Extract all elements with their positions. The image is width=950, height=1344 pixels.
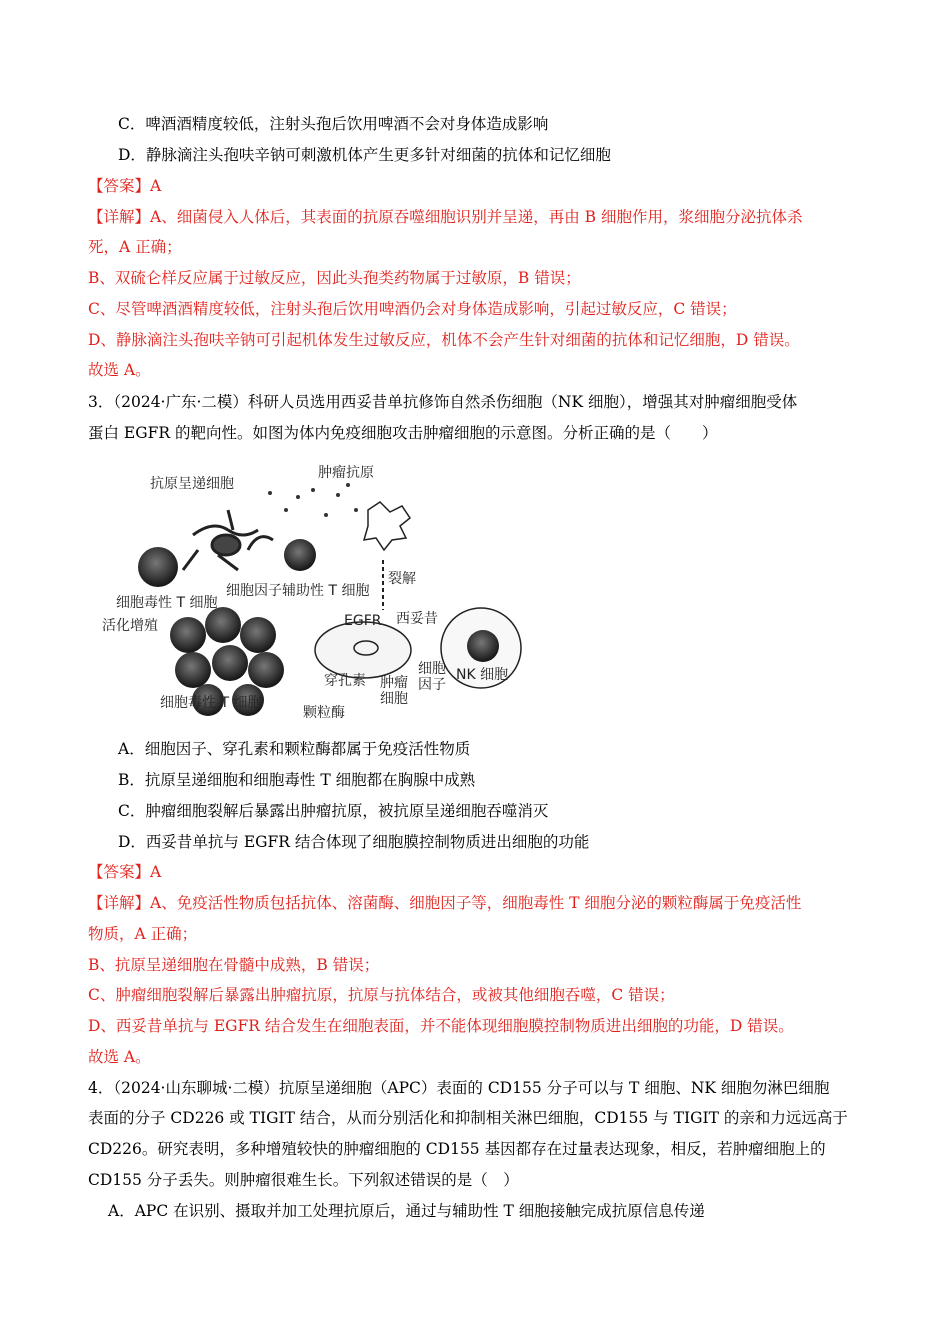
fig-label-lysis: 裂解 [388, 571, 416, 587]
q3-detail-line: B、抗原呈递细胞在骨髓中成熟，B 错误； [88, 956, 380, 974]
fig-label-perforin: 穿孔素 [324, 673, 366, 689]
fig-label-cetuximab: 西妥昔 [396, 611, 438, 627]
fig-label-ctl2: 细胞毒性 T 细胞 [160, 695, 262, 711]
fig-label-egfr: EGFR [344, 613, 382, 629]
q4-stem: 4．（2024·山东聊城·二模）抗原呈递细胞（APC）表面的 CD155 分子可以与 T 细胞、NK 细胞勿淋巴细胞 [88, 1079, 830, 1097]
q3-answer: 【答案】A [88, 863, 162, 881]
q2-detail-line: B、双硫仑样反应属于过敏反应，因此头孢类药物属于过敏原，B 错误； [88, 269, 581, 287]
ctl-cell [138, 547, 178, 587]
apc-cell-shape [183, 510, 273, 570]
q2-option-d: D．静脉滴注头孢呋辛钠可刺激机体产生更多针对细菌的抗体和记忆细胞 [118, 146, 611, 164]
fig-label-tumor-antigen: 肿瘤抗原 [318, 465, 374, 481]
q4-stem: 表面的分子 CD226 或 TIGIT 结合，从而分别活化和抑制相关淋巴细胞，CD155 与 TIGIT 的亲和力远远高于 [88, 1109, 848, 1127]
fig-label-cytokine-helper: 细胞因子辅助性 T 细胞 [226, 583, 370, 599]
q3-detail-line: 【详解】A、免疫活性物质包括抗体、溶菌酶、细胞因子等，细胞毒性 T 细胞分泌的颗粒酶属于免疫活性 [88, 894, 802, 912]
fig-label-tumor-cell: 肿瘤 [380, 675, 408, 691]
fig-label-nk: NK 细胞 [456, 667, 509, 683]
q3-conclusion: 故选 A。 [88, 1048, 151, 1066]
svg-text:细胞: 细胞 [380, 691, 408, 707]
lysed-tumor-cell [364, 502, 410, 550]
q4-option-a: A．APC 在识别、摄取并加工处理抗原后，通过与辅助性 T 细胞接触完成抗原信息传递 [108, 1202, 705, 1220]
fig-label-apc: 抗原呈递细胞 [150, 476, 234, 492]
q3-option-a: A．细胞因子、穿孔素和颗粒酶都属于免疫活性物质 [118, 740, 471, 758]
q3-stem: 蛋白 EGFR 的靶向性。如图为体内免疫细胞攻击肿瘤细胞的示意图。分析正确的是（ ） [88, 424, 718, 442]
q4-stem: CD155 分子丢失。则肿瘤很难生长。下列叙述错误的是（ ） [88, 1171, 519, 1189]
q2-detail-line: C、尽管啤酒酒精度较低，注射头孢后饮用啤酒仍会对身体造成影响，引起过敏反应，C 错误； [88, 300, 737, 318]
fig-label-cytokine: 细胞 [418, 661, 446, 677]
q2-detail-line: 死，A 正确； [88, 238, 182, 256]
q2-option-c: C．啤酒酒精度较低，注射头孢后饮用啤酒不会对身体造成影响 [118, 115, 549, 133]
q2-detail-line: 【详解】A、细菌侵入人体后，其表面的抗原吞噬细胞识别并呈递，再由 B 细胞作用，浆细胞分泌抗体杀 [88, 208, 803, 226]
q2-answer: 【答案】A [88, 177, 162, 195]
helper-t-cell [284, 539, 316, 571]
fig-label-activate: 活化增殖 [102, 618, 158, 634]
q4-stem: CD226。研究表明，多种增殖较快的肿瘤细胞的 CD155 基因都存在过量表达现象，相反，若肿瘤细胞上的 [88, 1140, 826, 1158]
tumor-cell [315, 622, 411, 678]
q3-stem: 3．（2024·广东·二模）科研人员选用西妥昔单抗修饰自然杀伤细胞（NK 细胞），增强其对肿瘤细胞受体 [88, 393, 798, 411]
q3-option-b: B．抗原呈递细胞和细胞毒性 T 细胞都在胸腺中成熟 [118, 771, 476, 789]
q2-conclusion: 故选 A。 [88, 361, 151, 379]
immune-diagram [98, 455, 458, 725]
q3-detail-line: C、肿瘤细胞裂解后暴露出肿瘤抗原，抗原与抗体结合，或被其他细胞吞噬，C 错误； [88, 986, 675, 1004]
fig-label-granzyme: 颗粒酶 [303, 705, 345, 721]
q3-option-d: D．西妥昔单抗与 EGFR 结合体现了细胞膜控制物质进出细胞的功能 [118, 833, 590, 851]
svg-text:因子: 因子 [418, 677, 446, 693]
q3-detail-line: D、西妥昔单抗与 EGFR 结合发生在细胞表面，并不能体现细胞膜控制物质进出细胞的功能，D 错误。 [88, 1017, 794, 1035]
fig-label-ctl: 细胞毒性 T 细胞 [116, 595, 218, 611]
q3-option-c: C．肿瘤细胞裂解后暴露出肿瘤抗原，被抗原呈递细胞吞噬消灭 [118, 802, 549, 820]
q3-detail-line: 物质，A 正确； [88, 925, 198, 943]
antigen-particles [268, 483, 358, 517]
q2-detail-line: D、静脉滴注头孢呋辛钠可引起机体发生过敏反应，机体不会产生针对细菌的抗体和记忆细胞，D 错误。 [88, 331, 800, 349]
